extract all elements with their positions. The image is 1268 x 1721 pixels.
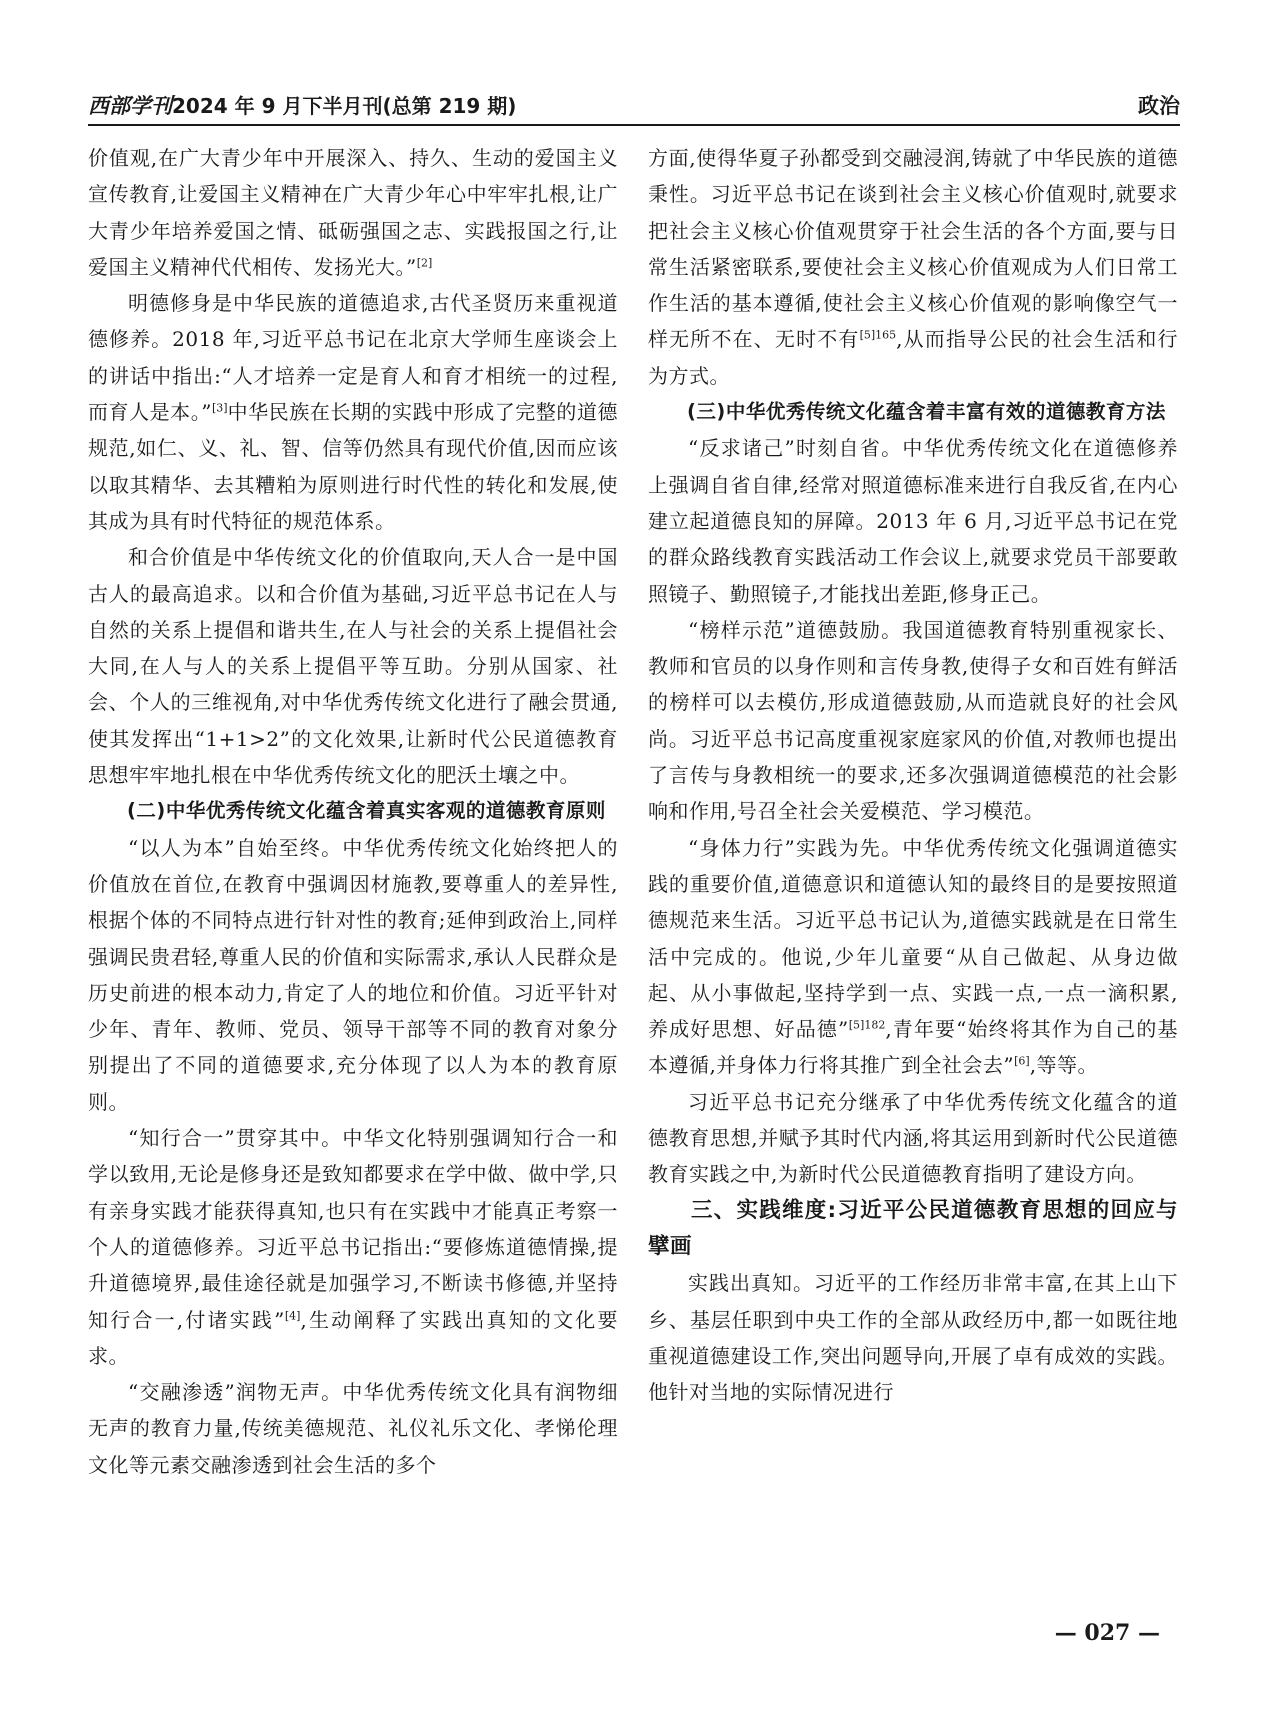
citation-ref: [2] bbox=[416, 256, 433, 270]
citation-ref: [4] bbox=[284, 1308, 301, 1322]
paragraph bbox=[648, 830, 1178, 1084]
section-heading bbox=[648, 394, 1178, 430]
left-column bbox=[88, 140, 618, 1483]
paragraph bbox=[88, 1120, 618, 1374]
paragraph-text: “榜样示范”道德鼓励。我国道德教育特别重视家长、教师和官员的以身作则和言传身教,使得子女和百姓有鲜活的榜样可以去模仿,形成道德鼓励,从而造就良好的社会风尚。习近平总书记高度重视家庭家风的价值,对教师也提出了言传与身教相统一的要求,还多次强调道德模范的社会影响和作用,号召全社会关爱模范、学习模范。 bbox=[648, 617, 1178, 824]
page-number: — 027 — bbox=[1054, 1620, 1160, 1646]
paragraph-text: (二)中华优秀传统文化蕴含着真实客观的道德教育原则 bbox=[127, 799, 606, 823]
paragraph-text: 明德修身是中华民族的道德追求,古代圣贤历来重视道德修养。2018 年,习近平总书记在北京大学师生座谈会上的讲话中指出:“人才培养一定是育人和育才相统一的过程,而育人是本。” bbox=[88, 291, 618, 425]
paragraph-text: (三)中华优秀传统文化蕴含着丰富有效的道德教育方法 bbox=[687, 400, 1166, 424]
paragraph-text: 中华民族在长期的实践中形成了完整的道德规范,如仁、义、礼、智、信等仍然具有现代价值,因而应该以取其精华、去其糟粕为原则进行时代性的转化和发展,使其成为具有时代特征的规范体系。 bbox=[88, 400, 618, 533]
citation-ref: [3] bbox=[212, 401, 228, 415]
paragraph-text: “交融渗透”润物无声。中华优秀传统文化具有润物细无声的教育力量,传统美德规范、礼仪礼乐文化、孝悌伦理文化等元素交融渗透到社会生活的多个 bbox=[88, 1380, 618, 1477]
paragraph-text: ,等等。 bbox=[1029, 1053, 1099, 1078]
paragraph-text: “反求诸己”时刻自省。中华优秀传统文化在道德修养上强调自省自律,经常对照道德标准来进行自我反省,在内心建立起道德良知的屏障。2013 年 6 月,习近平总书记在党的群众路线教育实践活动工作会议上,就要求党员干部要敢照镜子、勤照镜子,才能找出差距,修身正己。 bbox=[648, 436, 1178, 606]
section-heading bbox=[88, 793, 618, 829]
citation-ref: [5]182 bbox=[848, 1018, 886, 1032]
journal-logo: 西部学刊 bbox=[88, 93, 172, 118]
right-column bbox=[648, 140, 1178, 1410]
paragraph bbox=[648, 612, 1178, 830]
paragraph bbox=[88, 285, 618, 539]
paragraph bbox=[648, 140, 1178, 394]
running-header bbox=[88, 88, 1180, 126]
paragraph bbox=[88, 140, 618, 285]
journal-issue-line bbox=[88, 90, 516, 120]
paragraph-text: 三、实践维度:习近平公民道德教育思想的回应与擘画 bbox=[648, 1197, 1178, 1259]
paragraph-text: 习近平总书记充分继承了中华优秀传统文化蕴含的道德教育思想,并赋予其时代内涵,将其运用到新时代公民道德教育实践之中,为新时代公民道德教育指明了建设方向。 bbox=[648, 1089, 1178, 1187]
citation-ref: [5]165 bbox=[859, 328, 897, 342]
paragraph bbox=[88, 1374, 618, 1483]
paragraph bbox=[648, 1265, 1178, 1410]
paragraph-text: ,生动阐释了实践出真知的文化要求。 bbox=[88, 1307, 618, 1368]
citation-ref: [6] bbox=[1014, 1054, 1030, 1068]
chapter-heading bbox=[648, 1193, 1178, 1266]
paragraph-text: ,从而指导公民的社会生活和行为方式。 bbox=[648, 327, 1179, 388]
paragraph bbox=[88, 539, 618, 793]
paragraph-text: 方面,使得华夏子孙都受到交融浸润,铸就了中华民族的道德秉性。习近平总书记在谈到社会主义核心价值观时,就要求把社会主义核心价值观贯穿于社会生活的各个方面,要与日常生活紧密联系,要使社会主义核心价值观成为人们日常工作生活的基本遵循,使社会主义核心价值观的影响像空气一样无所不在、无时不有 bbox=[648, 146, 1178, 352]
issue-info: 2024 年 9 月下半月刊(总第 219 期) bbox=[172, 94, 517, 118]
paragraph-text: ,青年要“始终将其作为自己的基本遵循,并身体力行将其推广到全社会去” bbox=[648, 1017, 1178, 1078]
section-label: 政治 bbox=[1138, 94, 1180, 118]
paragraph bbox=[648, 1084, 1178, 1193]
paragraph-text: “身体力行”实践为先。中华优秀传统文化强调道德实践的重要价值,道德意识和道德认知的最终目的是要按照道德规范来生活。习近平总书记认为,道德实践就是在日常生活中完成的。他说,少年儿童要“从自己做起、从身边做起、从小事做起,坚持学到一点、实践一点,一点一滴积累,养成好思想、好品德” bbox=[648, 835, 1178, 1042]
paragraph-text: 实践出真知。习近平的工作经历非常丰富,在其上山下乡、基层任职到中央工作的全部从政经历中,都一如既往地重视道德建设工作,突出问题导向,开展了卓有成效的实践。他针对当地的实际情况进行 bbox=[648, 1271, 1178, 1405]
paragraph bbox=[648, 430, 1178, 611]
paragraph-text: 价值观,在广大青少年中开展深入、持久、生动的爱国主义宣传教育,让爱国主义精神在广大青少年心中牢牢扎根,让广大青少年培养爱国之情、砥砺强国之志、实践报国之行,让爱国主义精神代代相传、发扬光大。” bbox=[88, 146, 618, 279]
paragraph-text: “以人为本”自始至终。中华优秀传统文化始终把人的价值放在首位,在教育中强调因材施教,要尊重人的差异性,根据个体的不同特点进行针对性的教育;延伸到政治上,同样强调民贵君轻,尊重人民的价值和实际需求,承认人民群众是历史前进的根本动力,肯定了人的地位和价值。习近平针对少年、青年、教师、党员、领导干部等不同的教育对象分别提出了不同的道德要求,充分体现了以人为本的教育原则。 bbox=[88, 835, 618, 1114]
paragraph bbox=[88, 830, 618, 1120]
paragraph-text: “知行合一”贯穿其中。中华文化特别强调知行合一和学以致用,无论是修身还是致知都要求在学中做、做中学,只有亲身实践才能获得真知,也只有在实践中才能真正考察一个人的道德修养。习近平总书记指出:“要修炼道德情操,提升道德境界,最佳途径就是加强学习,不断读书修德,并坚持知行合一,付诸实践” bbox=[88, 1126, 618, 1332]
paragraph-text: 和合价值是中华传统文化的价值取向,天人合一是中国古人的最高追求。以和合价值为基础,习近平总书记在人与自然的关系上提倡和谐共生,在人与社会的关系上提倡社会大同,在人与人的关系上提倡平等互助。分别从国家、社会、个人的三维视角,对中华优秀传统文化进行了融会贯通,使其发挥出“1+1>2”的文化效果,让新时代公民道德教育思想牢牢地扎根在中华优秀传统文化的肥沃土壤之中。 bbox=[88, 545, 618, 788]
